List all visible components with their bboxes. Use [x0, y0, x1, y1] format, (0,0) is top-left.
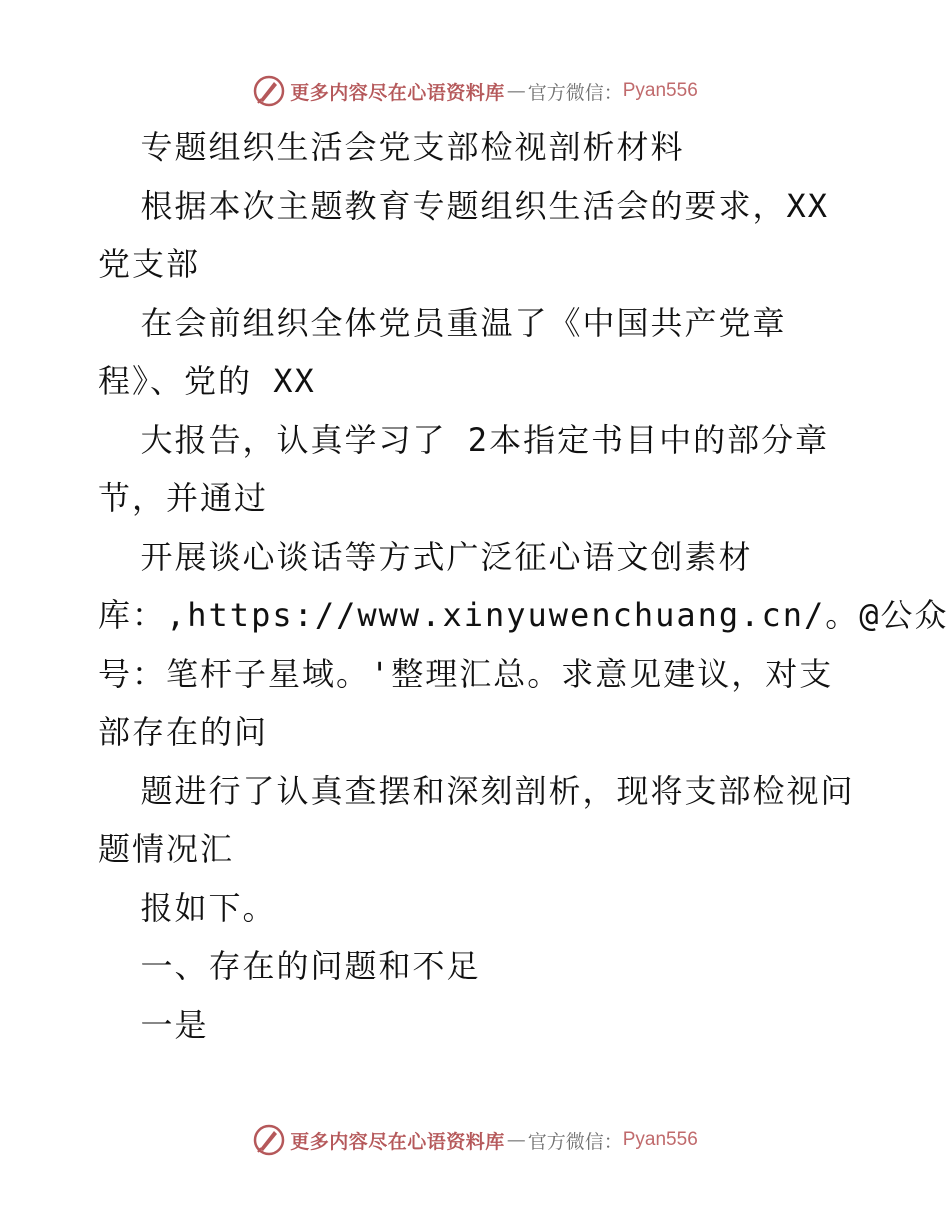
document-title: 专题组织生活会党支部检视剖析材料 [98, 128, 685, 166]
body-line: 题情况汇 [98, 830, 235, 868]
banner-wechat-id: Pyan556 [622, 80, 698, 101]
body-line: 题进行了认真查摆和深刻剖析，现将支部检视问 [98, 771, 855, 810]
footer-watermark-banner [0, 1120, 950, 1160]
body-line: 报如下。 [98, 888, 277, 927]
banner-main-text: 更多内容尽在心语资料库 [290, 81, 505, 104]
body-line: 节，并通过 [98, 479, 269, 517]
body-line: 库：,https://www.xinyuwenchuang.cn/。@公众 [98, 596, 949, 634]
document-body [98, 118, 949, 1054]
body-line: 开展谈心谈话等方式广泛征心语文创素材 [98, 537, 753, 576]
body-line: 根据本次主题教育专题组织生活会的要求，XX [98, 186, 830, 225]
header-watermark-banner [0, 71, 950, 111]
quill-pen-circle-icon [252, 1123, 286, 1157]
banner-wechat-id: Pyan556 [622, 1129, 698, 1150]
banner-main-text: 更多内容尽在心语资料库 [290, 1130, 505, 1153]
section-heading: 一、存在的问题和不足 [98, 947, 481, 985]
banner-wechat-label: 官方微信： [527, 1130, 623, 1153]
banner-dash: — [506, 80, 526, 102]
body-line: 号：笔杆子星域。'整理汇总。求意见建议，对支 [98, 654, 834, 693]
banner-dash: — [506, 1129, 526, 1151]
body-line: 在会前组织全体党员重温了《中国共产党章 [98, 303, 787, 342]
banner-wechat-label: 官方微信： [527, 81, 623, 104]
quill-pen-circle-icon [252, 74, 286, 108]
body-line: 党支部 [98, 245, 201, 283]
body-line: 程》、党的 XX [98, 362, 316, 400]
body-line: 一是 [98, 1005, 209, 1044]
body-line: 大报告，认真学习了 2本指定书目中的部分章 [98, 420, 830, 459]
body-line: 部存在的问 [98, 713, 269, 751]
